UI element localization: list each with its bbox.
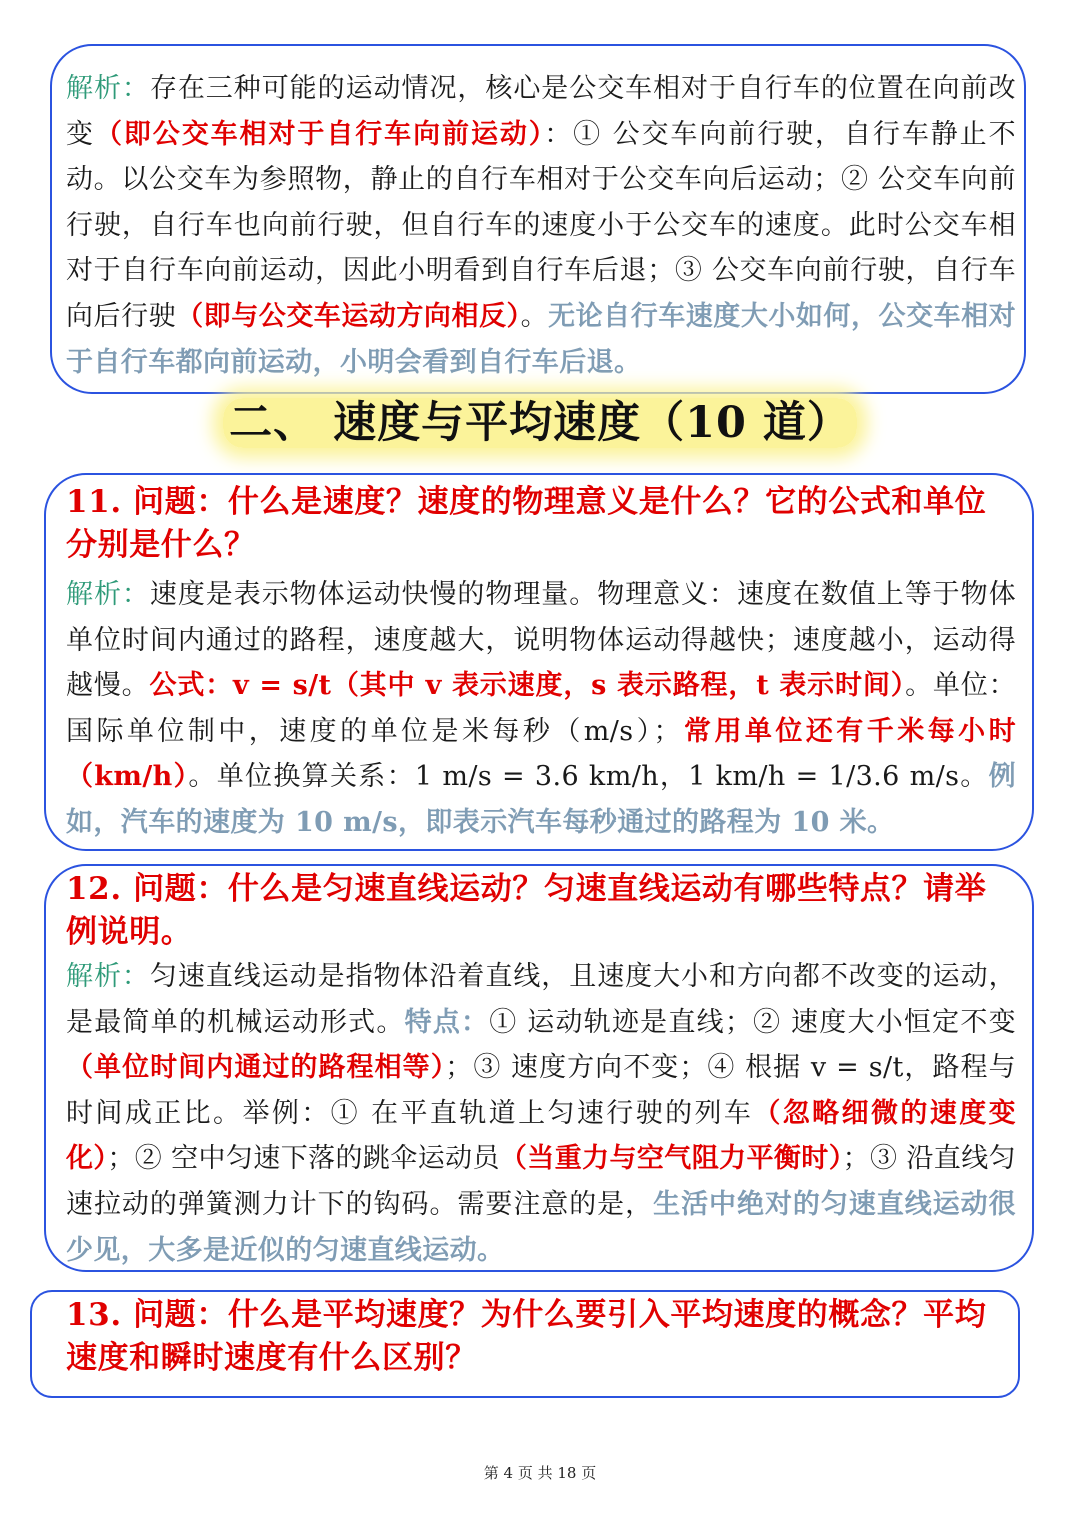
section-title [0,393,1080,453]
emphasis-text: （即与公交车运动方向相反） [176,300,521,332]
answer-text: 。单位换算关系：1 m/s = 3.6 km/h，1 km/h = 1/3.6 m/s。 [188,761,989,793]
emphasis-text: 常用单位还有千米每小时（km/h） [66,715,1016,793]
conclusion-text: 无论自行车速度大小如何，公交车相对于自行车都向前运动，小明会看到自行车后退。 [66,300,1017,378]
emphasis-text: （单位时间内通过的路程相等） [66,1052,446,1084]
question-title-12: 12. 问题：什么是匀速直线运动？匀速直线运动有哪些特点？请举例说明。 [66,871,987,950]
answer-paragraph-11 [66,572,1016,846]
formula-text: 公式：v = s/t（其中 v 表示速度，s 表示路程，t 表示时间） [149,670,906,702]
answer-text: ；③ 速度方向不变；④ 根据 v = s/t，路程与时间成正比。举例：① 在平直轨道上匀速行驶的列车 [66,1052,1016,1129]
answer-text: ；② 空中匀速下落的跳伞运动员 [107,1143,500,1175]
answer-paragraph-12 [66,954,1016,1273]
answer-text: ① 运动轨迹是直线；② 速度大小恒定不变 [489,1006,1016,1038]
answer-paragraph-10 [66,66,1016,385]
analysis-label: 解析： [66,73,150,104]
page-number: 第 4 页 共 18 页 [483,1464,597,1482]
answer-text: ；③ 沿直线匀速拉动的弹簧测力计下的钩码。需要注意的是， [66,1143,1016,1220]
answer-text: 匀速直线运动是指物体沿着直线，且速度大小和方向都不改变的运动，是最简单的机械运动形式。 [66,961,1016,1038]
question-title-11: 11. 问题：什么是速度？速度的物理意义是什么？它的公式和单位分别是什么？ [66,484,987,563]
answer-text: 存在三种可能的运动情况，核心是公交车相对于自行车的位置在向前改变 [66,73,1016,150]
question-title-13: 13. 问题：什么是平均速度？为什么要引入平均速度的概念？平均速度和瞬时速度有什么区别？ [66,1297,987,1376]
answer-text: ：① 公交车向前行驶，自行车静止不动。以公交车为参照物，静止的自行车相对于公交车向后运动；② 公交车向前行驶，自行车也向前行驶，但自行车的速度小于公交车的速度。此时公交车相对于自行车向前运动，因此小明看到自行车后退；③ 公交车向前行驶，自行车向后行驶 [66,118,1017,332]
answer-text: 速度是表示物体运动快慢的物理量。物理意义：速度在数值上等于物体单位时间内通过的路程，速度越大，说明物体运动得越快；速度越小，运动得越慢。 [66,579,1016,702]
emphasis-text: （即公交车相对于自行车向前运动） [94,118,545,150]
analysis-label: 解析： [66,579,150,610]
analysis-label: 解析： [66,961,150,992]
emphasis-text: （当重力与空气阻力平衡时） [499,1143,843,1175]
answer-text: 。 [520,300,549,332]
conclusion-text: 生活中绝对的匀速直线运动很少见，大多是近似的匀速直线运动。 [66,1188,1016,1266]
section-title-text: 二、 速度与平均速度（10 道） [223,398,857,448]
example-text: 例如，汽车的速度为 10 m/s，即表示汽车每秒通过的路程为 10 米。 [66,761,1017,838]
answer-text: 。单位：国际单位制中，速度的单位是米每秒（m/s）； [66,670,1016,747]
emphasis-text: （忽略细微的速度变化） [66,1097,1016,1175]
features-label: 特点： [404,1006,490,1038]
